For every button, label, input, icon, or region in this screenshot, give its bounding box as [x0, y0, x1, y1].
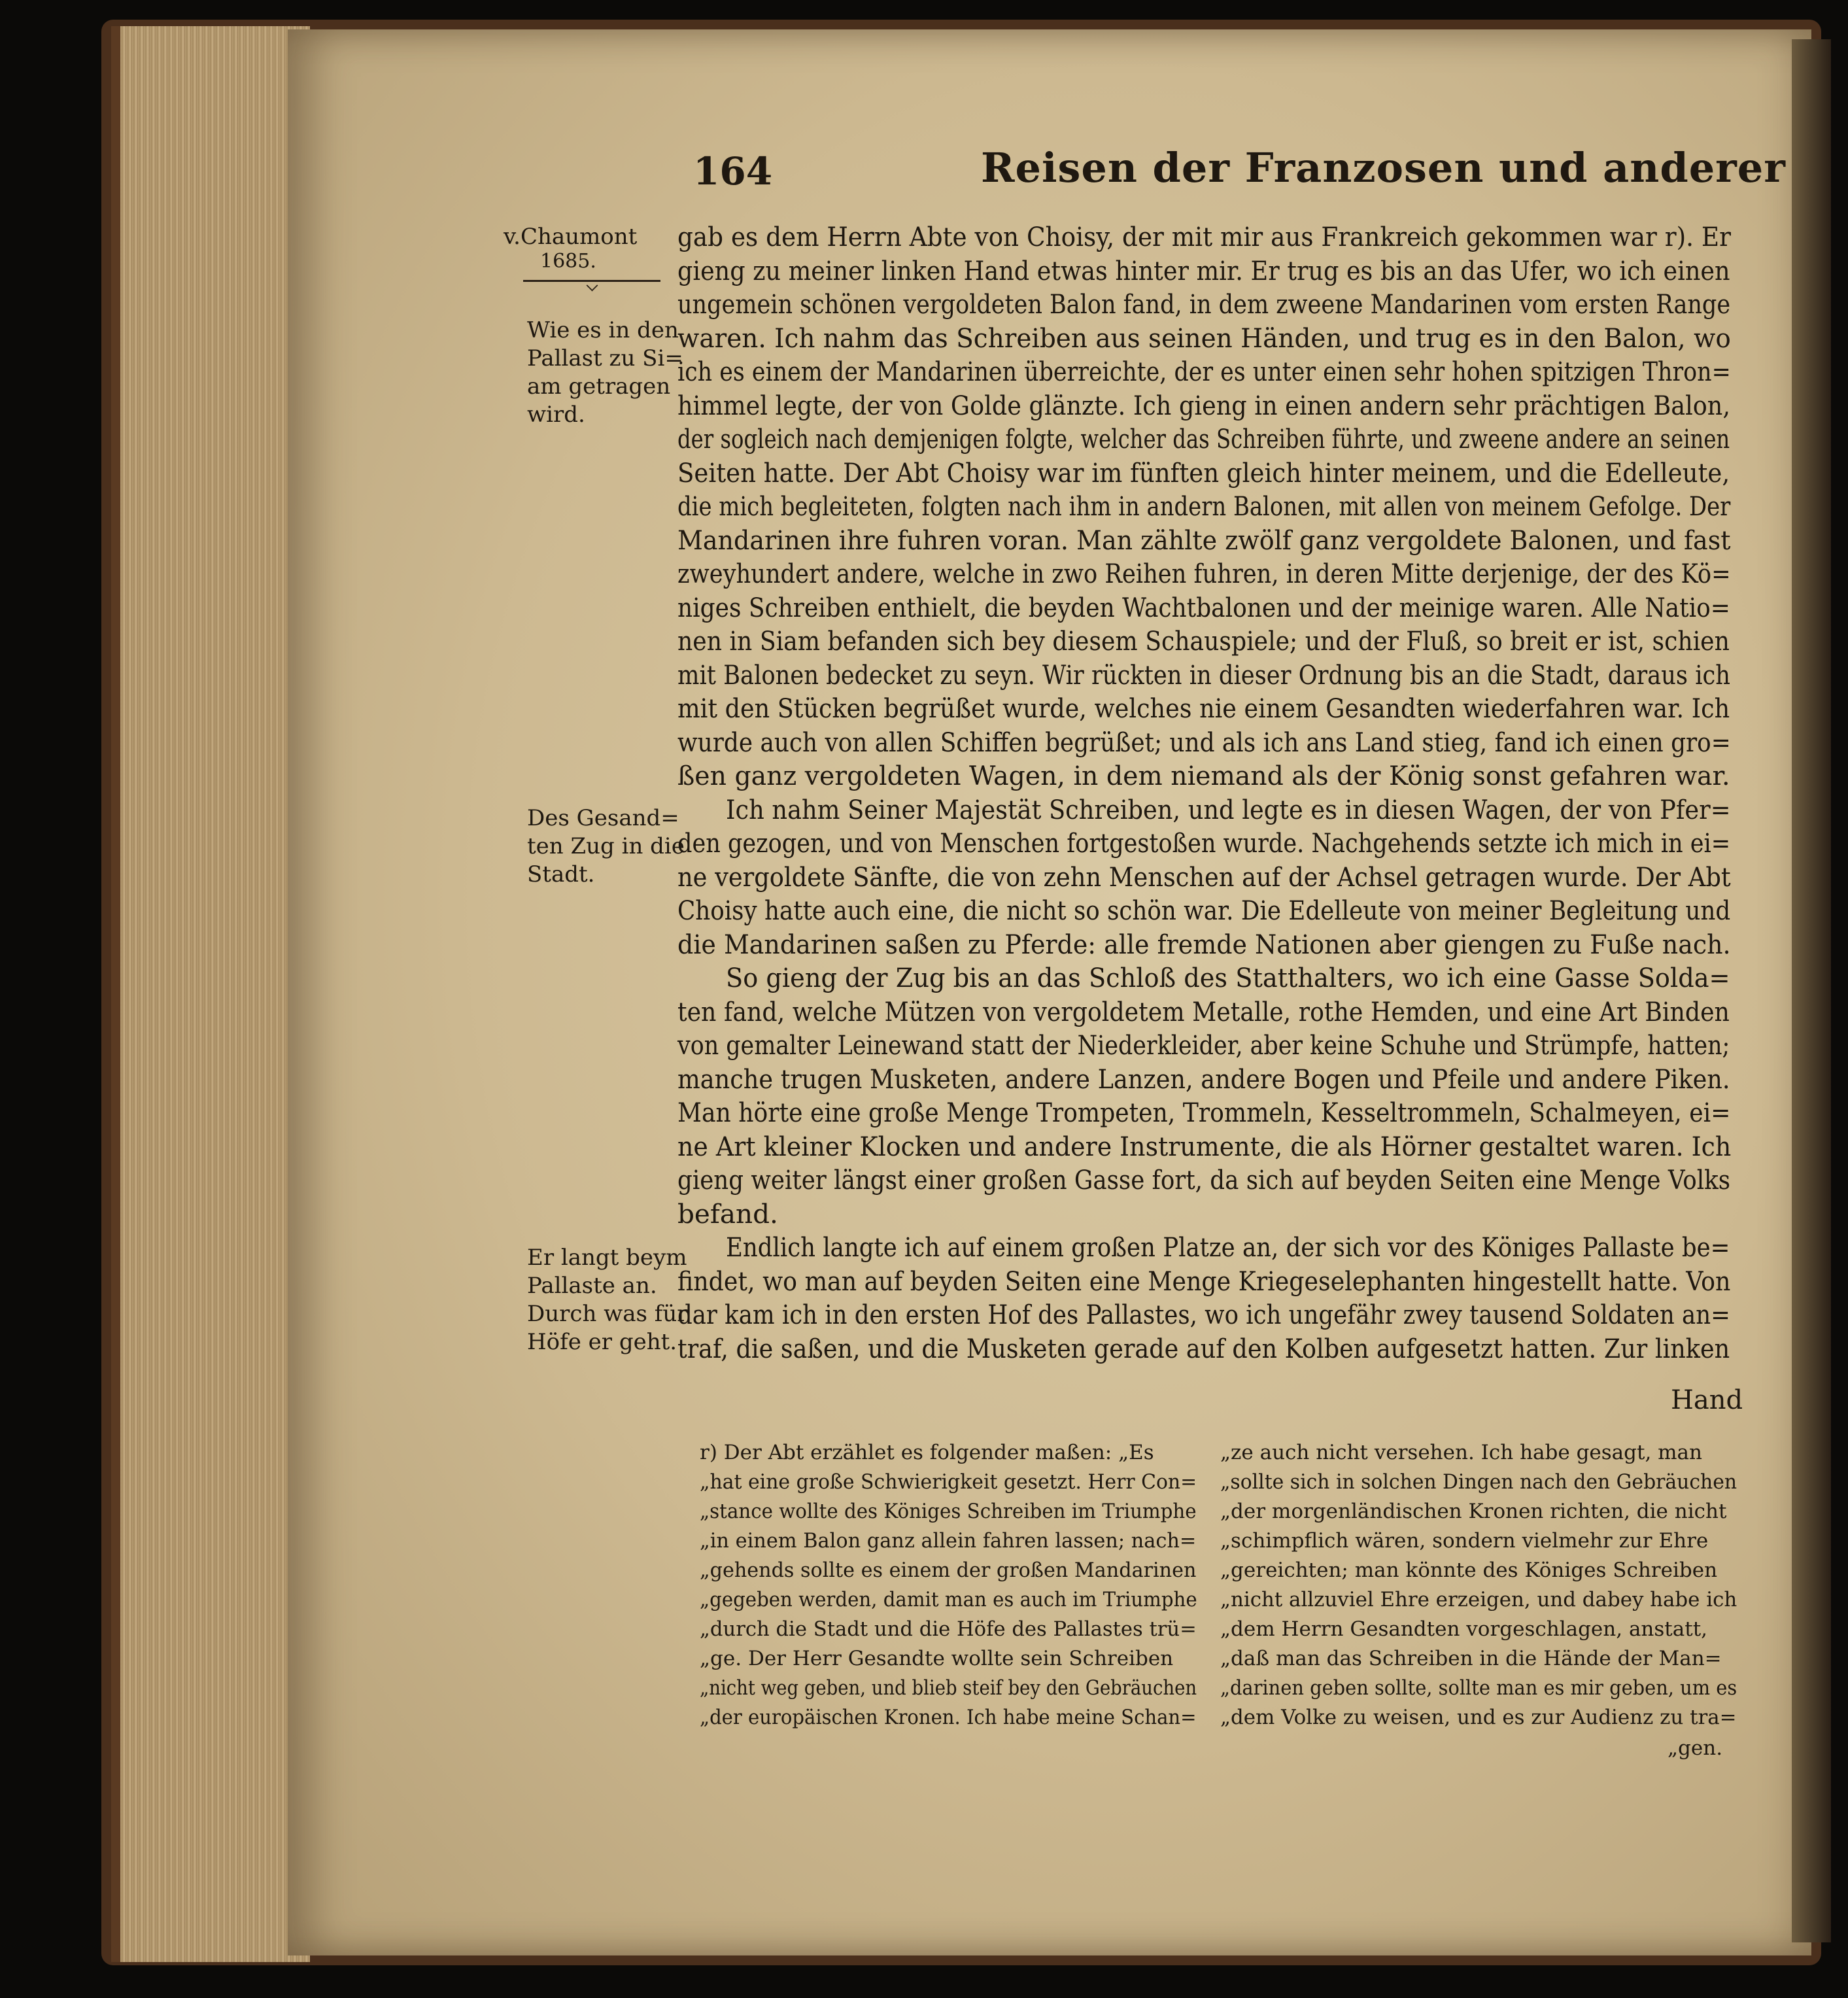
body-line: dar kam ich in den ersten Hof des Pallastes, wo ich ungefähr zwey tausend Soldaten an= [677, 1299, 1730, 1330]
body-line: nen in Siam befanden sich bey diesem Schauspiele; und der Fluß, so breit er ist, schien [677, 625, 1730, 657]
body-line: die Mandarinen saßen zu Pferde: alle fremde Nationen aber giengen zu Fuße nach. [677, 928, 1731, 960]
footnote-line: „darinen geben sollte, sollte man es mir geben, um es [1220, 1676, 1737, 1700]
body-line: gieng zu meiner linken Hand etwas hinter mir. Er trug es bis an das Ufer, wo ich einen [677, 254, 1730, 286]
margin-note-line: Durch was für [527, 1301, 688, 1327]
body-line: gieng weiter längst einer großen Gasse fort, da sich auf beyden Seiten eine Menge Volks [677, 1164, 1731, 1196]
body-line: befand. [677, 1197, 778, 1230]
footnote-line: „dem Herrn Gesandten vorgeschlagen, anstatt, [1220, 1617, 1708, 1641]
footnote-line: „nicht allzuviel Ehre erzeigen, und dabey habe ich [1220, 1588, 1737, 1611]
body-line: den gezogen, und von Menschen fortgestoßen wurde. Nachgehends setzte ich mich in ei= [677, 827, 1731, 859]
footnote-line: „der europäischen Kronen. Ich habe meine Schan= [700, 1706, 1197, 1729]
page-number: 164 [693, 149, 773, 194]
body-line: die mich begleiteten, folgten nach ihm in andern Balonen, mit allen von meinem Gefolge. Der [677, 491, 1731, 522]
running-title: Reisen der Franzosen und anderer [981, 144, 1786, 192]
body-line: findet, wo man auf beyden Seiten eine Menge Kriegeselephanten hingestellt hatte. Von [677, 1265, 1731, 1297]
margin-note-line: Er langt beym [527, 1245, 687, 1271]
footnote-line: „nicht weg geben, und blieb steif bey den Gebräuchen [700, 1676, 1197, 1700]
margin-note [527, 317, 683, 429]
margin-note-line: Stadt. [527, 861, 595, 887]
footnote-line: „hat eine große Schwierigkeit gesetzt. Herr Con= [700, 1470, 1197, 1494]
footnote-line: „sollte sich in solchen Dingen nach den Gebräuchen [1220, 1470, 1737, 1494]
body-line: Seiten hatte. Der Abt Choisy war im fünften gleich hinter meinem, und die Edelleute, [677, 456, 1730, 489]
body-line: ßen ganz vergoldeten Wagen, in dem niemand als der König sonst gefahren war. [677, 760, 1730, 791]
footnote-line: r) Der Abt erzählet es folgender maßen: „Es [700, 1441, 1154, 1464]
margin-author: v.Chaumont [504, 224, 638, 250]
body-line: ungemein schönen vergoldeten Balon fand, in dem zweene Mandarinen vom ersten Range [677, 288, 1731, 320]
footnote-line: „durch die Stadt und die Höfe des Pallastes trü= [700, 1617, 1197, 1641]
body-line: waren. Ich nahm das Schreiben aus seinen Händen, und trug es in den Balon, wo [677, 322, 1731, 354]
margin-note [527, 804, 685, 889]
body-line: mit Balonen bedecket zu seyn. Wir rückten in dieser Ordnung bis an die Stadt, daraus ich [677, 659, 1730, 691]
body-line: Man hörte eine große Menge Trompeten, Trommeln, Kesseltrommeln, Schalmeyen, ei= [677, 1097, 1731, 1128]
body-line: ich es einem der Mandarinen überreichte, der es unter einen sehr hohen spitzigen Thron= [677, 356, 1731, 387]
body-line: gab es dem Herrn Abte von Choisy, der mit mir aus Frankreich gekommen war r). Er [677, 221, 1731, 252]
body-line: der sogleich nach demjenigen folgte, welcher das Schreiben führte, und zweene andere an seinen [677, 423, 1730, 455]
body-line: Mandarinen ihre fuhren voran. Man zählte zwölf ganz vergoldete Balonen, und fast [677, 524, 1731, 556]
footnote-line: „gegeben werden, damit man es auch im Triumphe [700, 1588, 1197, 1611]
body-line: Choisy hatte auch eine, die nicht so schön war. Die Edelleute von meiner Begleitung und [677, 895, 1731, 926]
body-line: ne Art kleiner Klocken und andere Instrumente, die als Hörner gestaltet waren. Ich [677, 1130, 1732, 1162]
body-line: niges Schreiben enthielt, die beyden Wachtbalonen und der meinige waren. Alle Natio= [677, 591, 1730, 623]
right-page-gutter [1792, 39, 1831, 1942]
footnote-line: „gereichten; man könnte des Königes Schreiben [1220, 1559, 1718, 1582]
footnote-line: „schimpflich wären, sondern vielmehr zur Ehre [1220, 1529, 1709, 1553]
margin-note-line: Des Gesand= [527, 805, 679, 831]
body-line: ne vergoldete Sänfte, die von zehn Menschen auf der Achsel getragen wurde. Der Abt [677, 861, 1731, 893]
footnote-line: „ze auch nicht versehen. Ich habe gesagt, man [1220, 1441, 1703, 1464]
margin-year: 1685. [540, 250, 596, 273]
catchword: Hand [1671, 1385, 1743, 1415]
page-block-edges [111, 26, 310, 1962]
body-line: ten fand, welche Mützen von vergoldetem Metalle, rothe Hemden, und eine Art Binden [677, 995, 1730, 1027]
footnote-line: „ge. Der Herr Gesandte wollte sein Schreiben [700, 1647, 1174, 1670]
body-line: Ich nahm Seiner Majestät Schreiben, und legte es in diesen Wagen, der von Pfer= [726, 793, 1731, 825]
margin-note-line: ten Zug in die [527, 833, 685, 859]
footnote-line: „stance wollte des Königes Schreiben im Triumphe [700, 1500, 1197, 1523]
body-line: So gieng der Zug bis an das Schloß des Statthalters, wo ich eine Gasse Solda= [726, 962, 1730, 993]
body-line: zweyhundert andere, welche in zwo Reihen fuhren, in deren Mitte derjenige, der des Kö= [677, 558, 1731, 589]
footnote-line: „in einem Balon ganz allein fahren lassen; nach= [700, 1529, 1197, 1553]
body-line: mit den Stücken begrüßet wurde, welches nie einem Gesandten wiederfahren war. Ich [677, 693, 1730, 724]
margin-note-line: Pallast zu Si= [527, 345, 683, 371]
footnote-line: „der morgenländischen Kronen richten, die nicht [1220, 1500, 1727, 1523]
margin-note-line: Wie es in den [527, 317, 679, 343]
body-line: traf, die saßen, und die Musketen gerade auf den Kolben aufgesetzt hatten. Zur linken [677, 1332, 1730, 1364]
footnote-line: „gehends sollte es einem der großen Mandarinen [700, 1559, 1197, 1582]
footnote-catchword: „gen. [1668, 1736, 1723, 1760]
body-line: manche trugen Musketen, andere Lanzen, andere Bogen und Pfeile und andere Piken. [677, 1063, 1730, 1095]
margin-note-line: wird. [527, 402, 585, 428]
body-line: von gemalter Leinewand statt der Niederkleider, aber keine Schuhe und Strümpfe, hatten; [677, 1029, 1730, 1061]
body-line: wurde auch von allen Schiffen begrüßet; und als ich ans Land stieg, fand ich einen gro= [677, 726, 1731, 758]
footnote-line: „dem Volke zu weisen, und es zur Audienz zu tra= [1220, 1706, 1737, 1729]
margin-note-line: Höfe er geht. [527, 1329, 677, 1355]
margin-note-line: am getragen [527, 373, 671, 400]
margin-note [527, 1244, 688, 1356]
body-line: himmel legte, der von Golde glänzte. Ich gieng in einen andern sehr prächtigen Balon, [677, 389, 1730, 421]
margin-note-line: Pallaste an. [527, 1273, 657, 1299]
footnote-line: „daß man das Schreiben in die Hände der Man= [1220, 1647, 1722, 1670]
body-line: Endlich langte ich auf einem großen Platze an, der sich vor des Königes Pallaste be= [726, 1232, 1730, 1263]
